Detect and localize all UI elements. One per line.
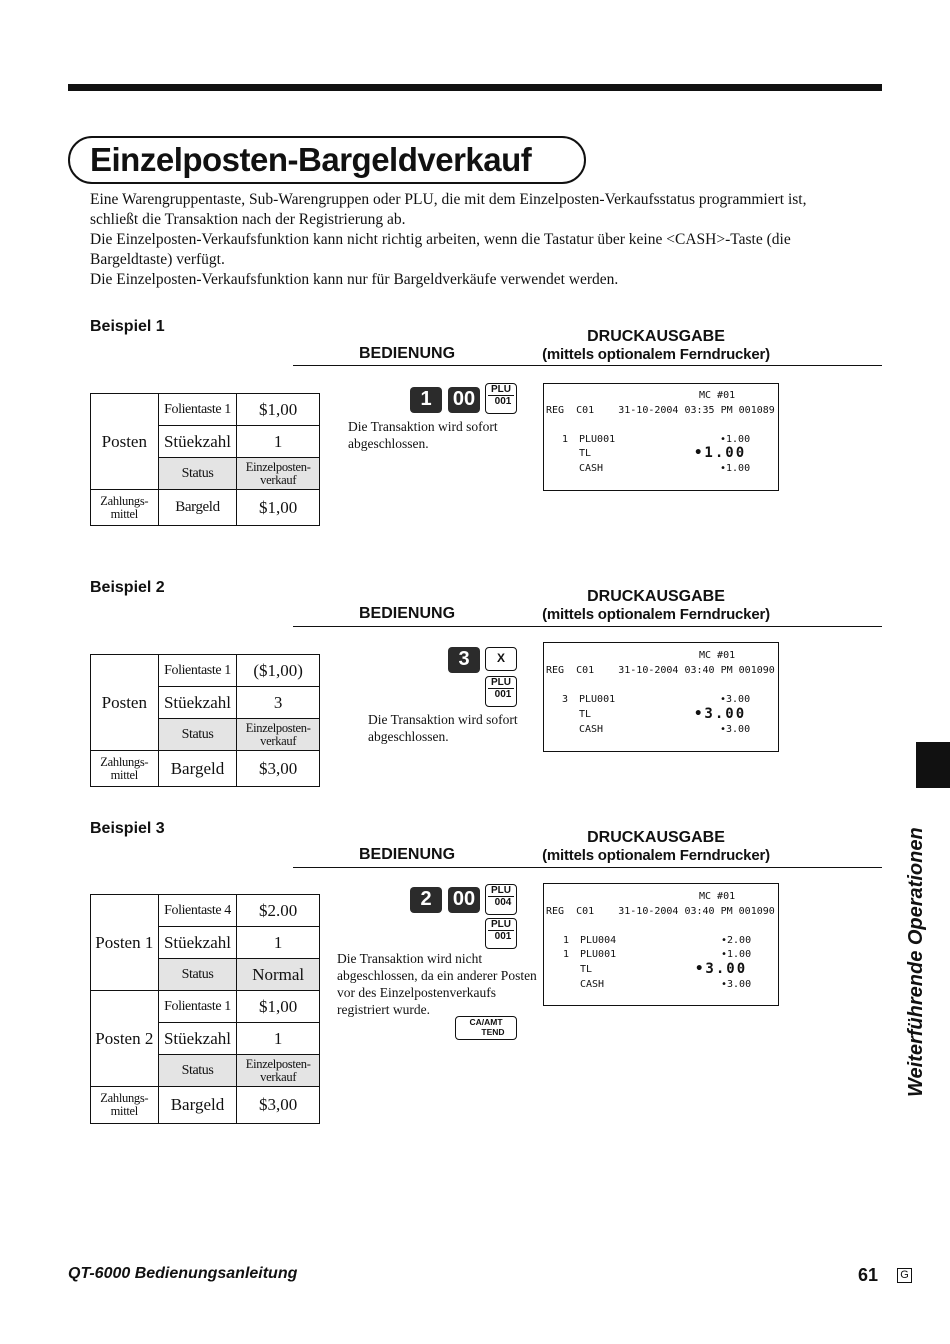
multiply-key[interactable]: X — [485, 647, 517, 671]
receipt-item: PLU004 — [580, 935, 617, 946]
pay-value-cell: $3,00 — [237, 1087, 320, 1124]
plu-key-bottom: 001 — [488, 688, 514, 700]
table-value: Einzelposten-verkauf — [237, 458, 320, 490]
receipt-qty: 3 — [562, 694, 569, 705]
receipt-header: MC #01 — [699, 650, 736, 661]
table-key: Stüekzahl — [158, 927, 237, 959]
key-00[interactable]: 00 — [448, 387, 480, 413]
key-1[interactable]: 1 — [410, 387, 442, 413]
table-value: 1 — [237, 1023, 320, 1055]
section-rule — [293, 626, 882, 627]
plu-001-key[interactable] — [485, 676, 517, 707]
example-2-table — [90, 654, 320, 787]
example-3-table — [90, 894, 320, 1124]
druckausgabe-subtitle: (mittels optionalem Ferndrucker) — [542, 847, 770, 864]
intro-line: Die Einzelposten-Verkaufsfunktion kann nicht richtig arbeiten, wenn die Tastatur über keine <CASH>-Taste (die — [90, 231, 791, 248]
chapter-label-text: Weiterführende Operationen — [905, 827, 927, 1097]
table-value: ($1,00) — [237, 655, 320, 687]
plu-001-key[interactable] — [485, 383, 517, 414]
druckausgabe-title: DRUCKAUSGABE — [587, 829, 725, 846]
table-key: Folientaste 1 — [158, 394, 237, 426]
table-value: 1 — [237, 927, 320, 959]
plu-key-top: PLU — [491, 885, 511, 896]
chapter-label — [899, 795, 939, 1095]
table-key: Stüekzahl — [158, 426, 237, 458]
druckausgabe-header — [516, 588, 796, 624]
language-marker: G — [897, 1268, 912, 1283]
receipt-cash-amount: •1.00 — [720, 463, 751, 474]
plu-key-bottom: 004 — [488, 896, 514, 908]
table-key: Folientaste 1 — [158, 991, 237, 1023]
bedienung-header: BEDIENUNG — [359, 345, 456, 362]
plu-001-key[interactable] — [485, 918, 517, 949]
druckausgabe-header — [516, 328, 796, 364]
receipt-cash-label: CASH — [579, 724, 604, 735]
example-3-heading: Beispiel 3 — [90, 820, 165, 837]
receipt-reg-line: REG C01 31-10-2004 03:40 PM 001090 — [546, 906, 775, 917]
receipt-cash-label: CASH — [579, 463, 604, 474]
section-rule — [293, 867, 882, 868]
example-3-note — [337, 950, 537, 1018]
table-value: 3 — [237, 687, 320, 719]
table-key: Stüekzahl — [158, 687, 237, 719]
table-value: Einzelposten-verkauf — [237, 719, 320, 751]
example-2-note — [368, 711, 518, 745]
druckausgabe-header — [516, 829, 796, 865]
druckausgabe-subtitle: (mittels optionalem Ferndrucker) — [542, 346, 770, 363]
receipt-tl-amount: •3.00 — [694, 706, 747, 722]
example-1-heading: Beispiel 1 — [90, 318, 165, 335]
footer-title: QT-6000 Bedienungsanleitung — [68, 1265, 298, 1282]
note-line: abgeschlossen, da ein anderer Posten — [337, 968, 537, 983]
note-line: Die Transaktion wird sofort — [348, 419, 498, 434]
note-line: Die Transaktion wird nicht — [337, 951, 483, 966]
druckausgabe-title: DRUCKAUSGABE — [587, 588, 725, 605]
pay-type-cell: Bargeld — [158, 751, 237, 787]
page-title: Einzelposten-Bargeldverkauf — [68, 136, 586, 184]
intro-line: Bargeldtaste) verfügt. — [90, 251, 225, 268]
plu-key-bottom: 001 — [488, 395, 514, 407]
receipt-cash-amount: •3.00 — [721, 979, 752, 990]
pay-type-cell: Bargeld — [158, 490, 237, 526]
example-3-receipt — [543, 883, 779, 1006]
table-value: $1,00 — [237, 991, 320, 1023]
table-key: Status — [158, 458, 237, 490]
table-value: $2.00 — [237, 895, 320, 927]
key-2[interactable]: 2 — [410, 887, 442, 913]
intro-line: Eine Warengruppentaste, Sub-Warengruppen oder PLU, die mit dem Einzelposten-Verkaufsstatus programmiert ist, — [90, 191, 807, 208]
pay-type-cell: Bargeld — [158, 1087, 237, 1124]
receipt-item: PLU001 — [579, 434, 616, 445]
receipt-amount: •1.00 — [720, 434, 751, 445]
top-rule — [68, 84, 882, 91]
receipt-reg-line: REG C01 31-10-2004 03:40 PM 001090 — [546, 665, 775, 676]
receipt-qty: 1 — [562, 434, 569, 445]
receipt-amount: •2.00 — [721, 935, 752, 946]
table-key: Status — [158, 1055, 237, 1087]
pay-value-cell: $1,00 — [237, 490, 320, 526]
receipt-amount: •1.00 — [721, 949, 752, 960]
bedienung-header: BEDIENUNG — [359, 846, 456, 863]
druckausgabe-subtitle: (mittels optionalem Ferndrucker) — [542, 606, 770, 623]
plu-key-top: PLU — [491, 677, 511, 688]
pay-key-cell: Zahlungs-mittel — [91, 1087, 159, 1124]
table-key: Folientaste 4 — [158, 895, 237, 927]
example-1-note — [348, 418, 498, 452]
receipt-tl-amount: •1.00 — [694, 445, 747, 461]
intro-line: schließt die Transaktion nach der Registrierung ab. — [90, 211, 406, 228]
receipt-header: MC #01 — [699, 390, 736, 401]
page-number: 61 — [858, 1265, 879, 1285]
receipt-cash-label: CASH — [580, 979, 605, 990]
pay-value-cell: $3,00 — [237, 751, 320, 787]
receipt-tl-label: TL — [579, 448, 592, 459]
example-2-receipt — [543, 642, 779, 752]
pay-key-cell: Zahlungs-mittel — [91, 751, 159, 787]
intro-text — [90, 190, 890, 290]
posten-cell: Posten — [91, 655, 159, 751]
receipt-reg-line: REG C01 31-10-2004 03:35 PM 001089 — [546, 405, 775, 416]
receipt-tl-amount: •3.00 — [695, 961, 748, 977]
table-key: Folientaste 1 — [158, 655, 237, 687]
table-value: $1,00 — [237, 394, 320, 426]
posten-cell: Posten 2 — [91, 991, 159, 1087]
table-key: Stüekzahl — [158, 1023, 237, 1055]
plu-004-key[interactable] — [485, 884, 517, 915]
receipt-header: MC #01 — [699, 891, 736, 902]
note-line: vor des Einzelpostenverkaufs — [337, 985, 496, 1000]
chapter-tab — [916, 742, 950, 788]
table-key: Status — [158, 719, 237, 751]
posten-cell: Posten — [91, 394, 159, 490]
note-line: abgeschlossen. — [348, 436, 429, 451]
note-line: abgeschlossen. — [368, 729, 449, 744]
key-3[interactable]: 3 — [448, 647, 480, 673]
receipt-qty: 1 — [563, 935, 570, 946]
section-rule — [293, 365, 882, 366]
example-1-receipt — [543, 383, 779, 491]
receipt-qty: 1 — [563, 949, 570, 960]
receipt-cash-amount: •3.00 — [720, 724, 751, 735]
posten-cell: Posten 1 — [91, 895, 159, 991]
ca-amt-tend-key[interactable] — [455, 1016, 517, 1040]
plu-key-top: PLU — [491, 919, 511, 930]
table-value: Normal — [237, 959, 320, 991]
tend-key-bottom: TEND — [481, 1026, 505, 1037]
intro-line: Die Einzelposten-Verkaufsfunktion kann nur für Bargeldverkäufe verwendet werden. — [90, 271, 619, 288]
table-key: Status — [158, 959, 237, 991]
example-1-table — [90, 393, 320, 526]
tend-key-top: CA/AMT — [469, 1017, 503, 1027]
bedienung-header: BEDIENUNG — [359, 605, 456, 622]
example-2-heading: Beispiel 2 — [90, 579, 165, 596]
key-00[interactable]: 00 — [448, 887, 480, 913]
table-value: Einzelposten-verkauf — [237, 1055, 320, 1087]
druckausgabe-title: DRUCKAUSGABE — [587, 328, 725, 345]
receipt-tl-label: TL — [579, 709, 592, 720]
receipt-tl-label: TL — [580, 964, 593, 975]
pay-key-cell: Zahlungs-mittel — [91, 490, 159, 526]
receipt-amount: •3.00 — [720, 694, 751, 705]
note-line: Die Transaktion wird sofort — [368, 712, 518, 727]
receipt-item: PLU001 — [579, 694, 616, 705]
note-line: registriert wurde. — [337, 1002, 430, 1017]
plu-key-top: PLU — [491, 384, 511, 395]
plu-key-bottom: 001 — [488, 930, 514, 942]
receipt-item: PLU001 — [580, 949, 617, 960]
table-value: 1 — [237, 426, 320, 458]
